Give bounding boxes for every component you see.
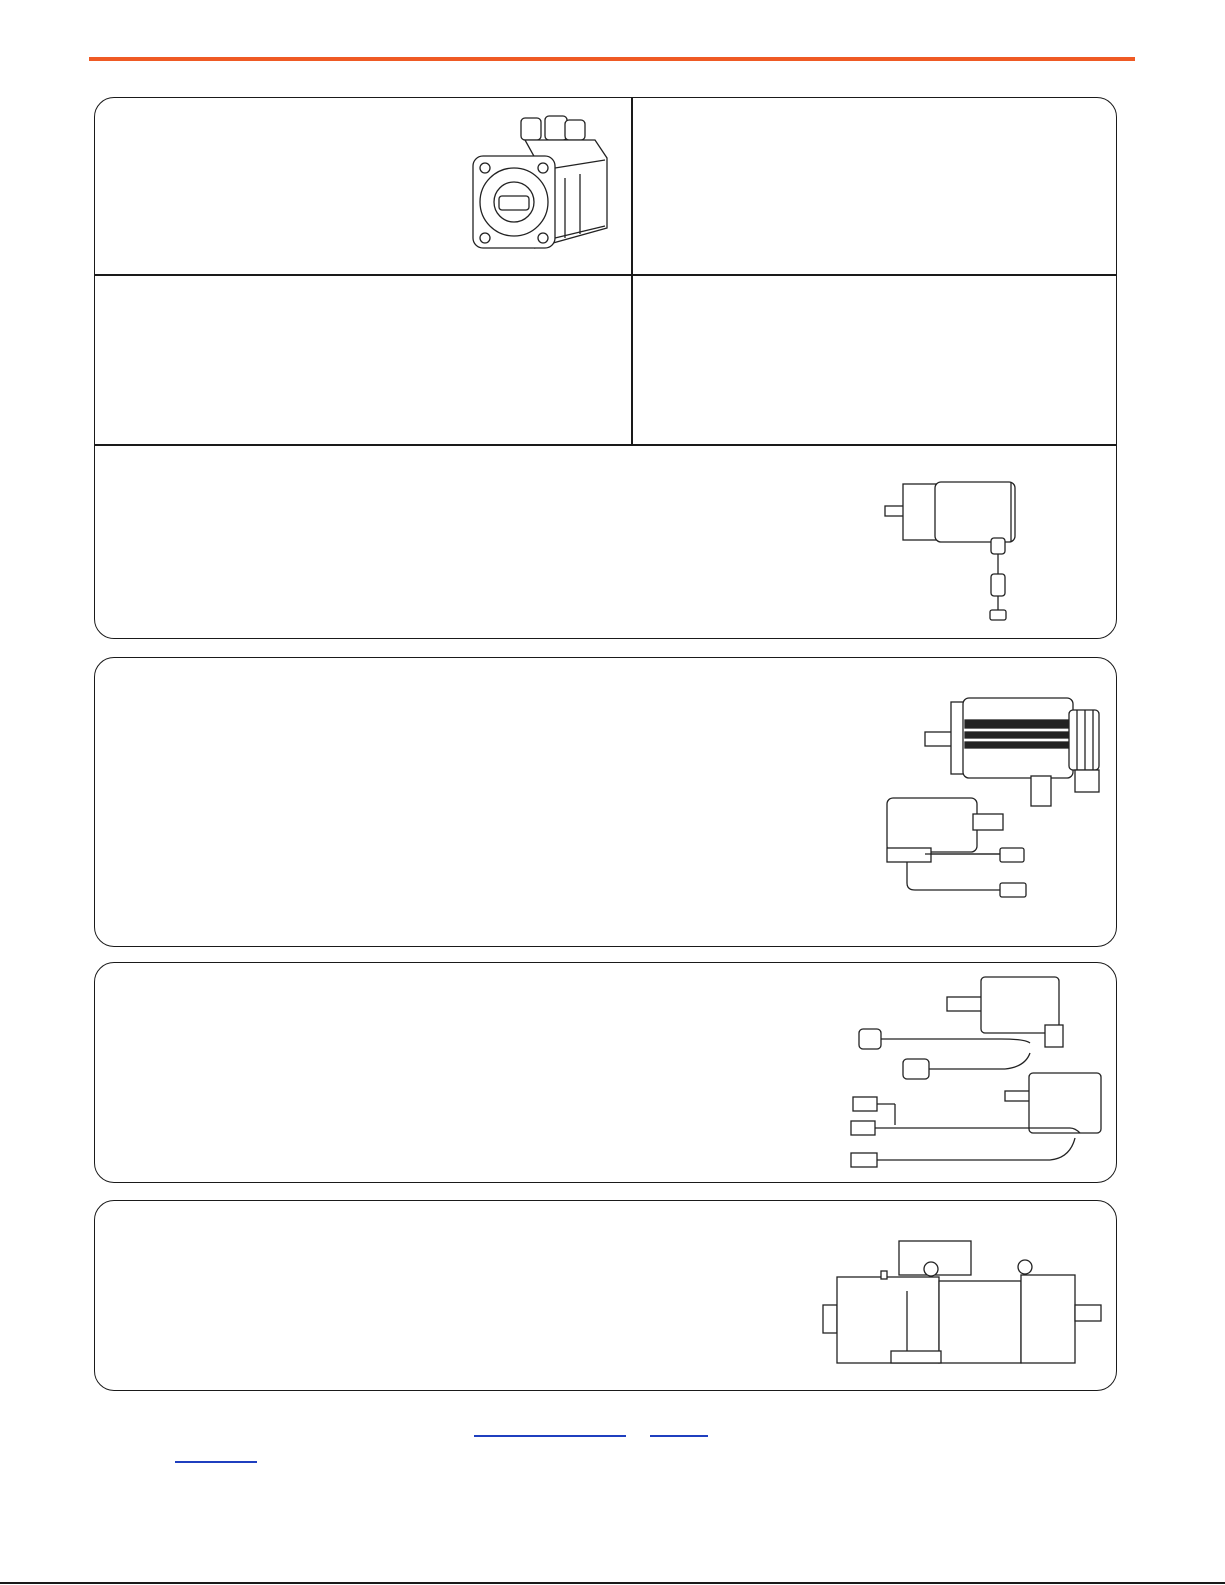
footer-link-3[interactable]: [175, 1461, 257, 1463]
footer-link-2[interactable]: [650, 1435, 708, 1437]
page-bottom-rule: [0, 1582, 1225, 1584]
product-panel-1: [94, 97, 1117, 639]
product-panel-2: [94, 657, 1117, 947]
square-flange-motor-with-circular-connectors-image: [95, 963, 1118, 1184]
long-motor-with-brake-and-lifting-eyes-image: [95, 1201, 1118, 1392]
footer-link-1[interactable]: [474, 1435, 626, 1437]
servo-motor-with-twin-connectors-image: [95, 98, 1118, 640]
product-panel-4: [94, 1200, 1117, 1391]
finned-motor-with-end-connector-image: [95, 658, 1118, 948]
header-accent-rule: [89, 57, 1135, 61]
product-panel-3: [94, 962, 1117, 1183]
